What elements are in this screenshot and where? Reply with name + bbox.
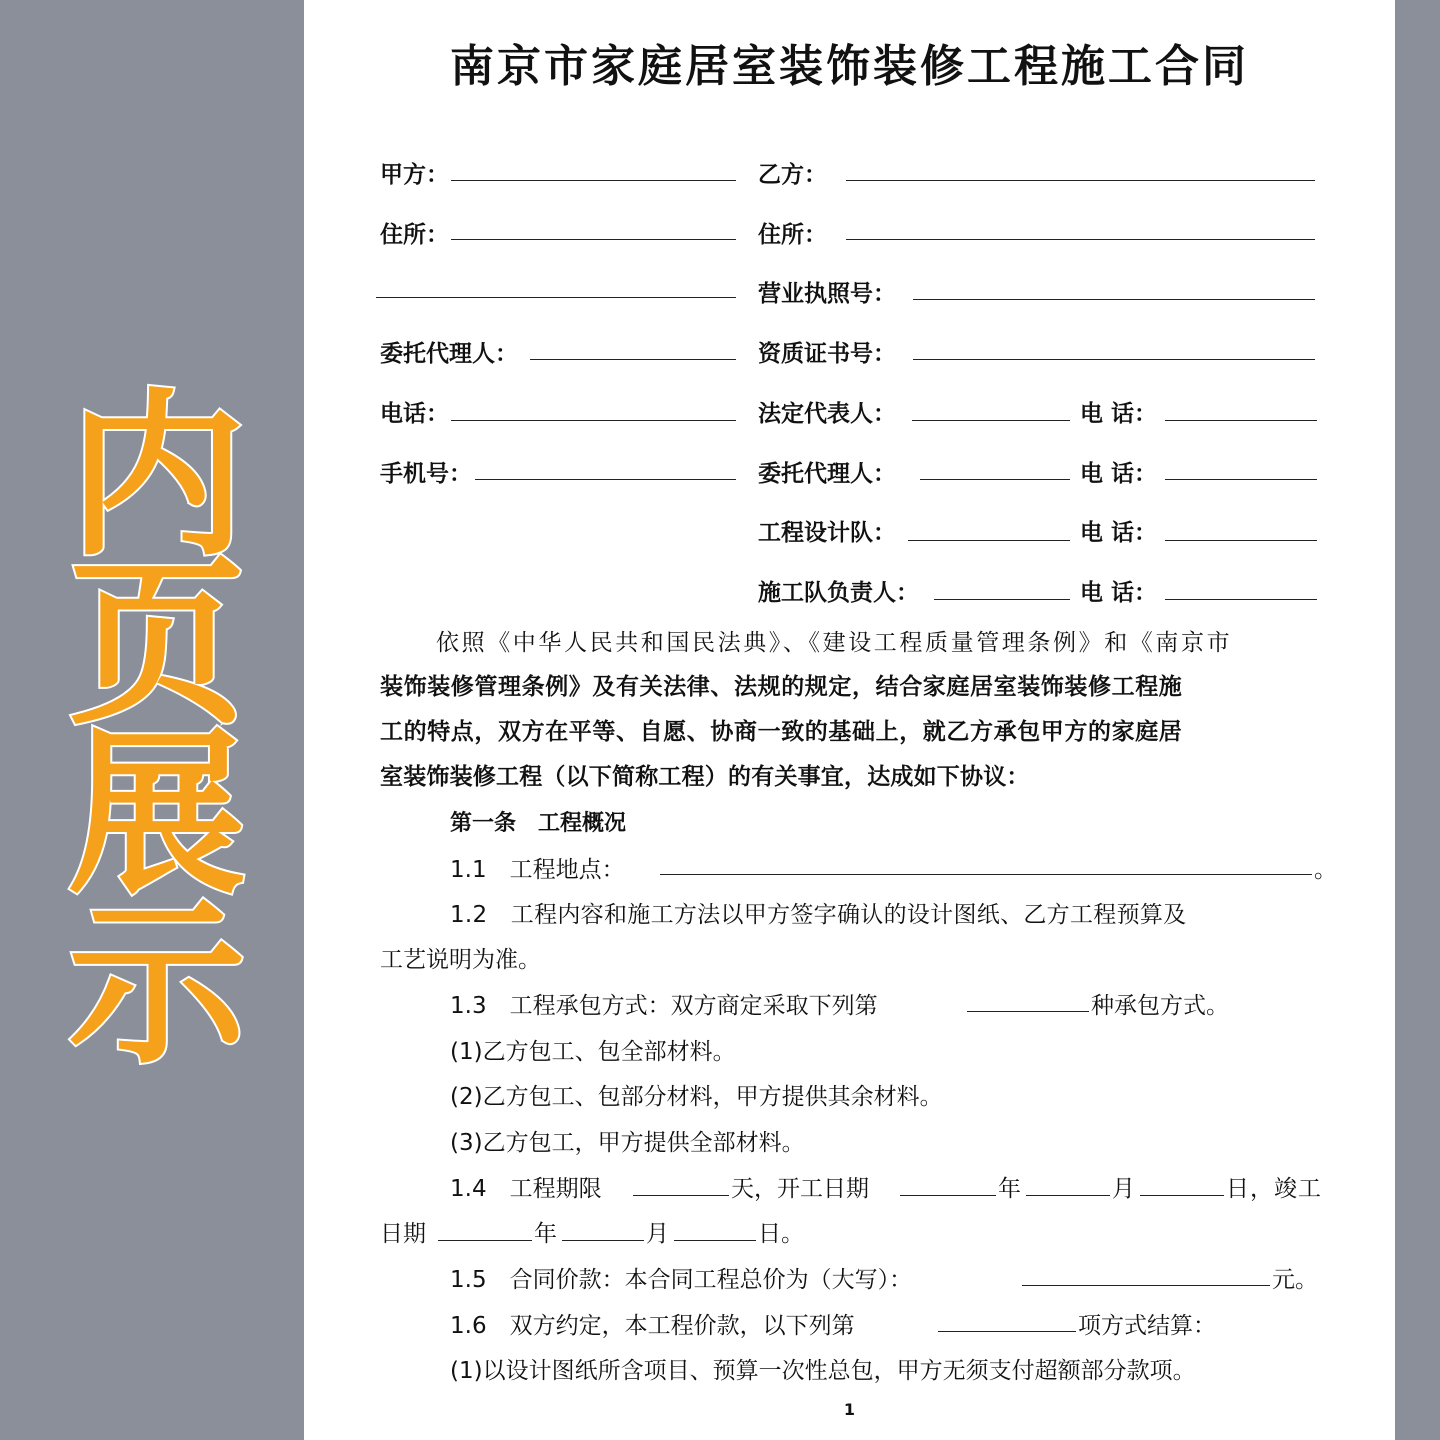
party-b-agent-label: 委托代理人： bbox=[758, 461, 896, 487]
legal-rep-phone-field[interactable] bbox=[1165, 420, 1317, 421]
item-1-6-end: 项方式结算： bbox=[1078, 1313, 1216, 1339]
item-1-4-day2: 日。 bbox=[758, 1221, 804, 1247]
preamble-line-4: 室装饰装修工程（以下简称工程）的有关事宜，达成如下协议： bbox=[380, 764, 1030, 790]
item-1-1-end: 。 bbox=[1314, 857, 1337, 883]
total-price-field[interactable] bbox=[1022, 1285, 1270, 1286]
option-3: (3)乙方包工，甲方提供全部材料。 bbox=[450, 1130, 805, 1156]
option-1: (1)乙方包工、包全部材料。 bbox=[450, 1039, 736, 1065]
design-team-phone-field[interactable] bbox=[1165, 540, 1317, 541]
item-1-4-day: 天，开工日期 bbox=[731, 1176, 869, 1202]
construction-lead-phone-field[interactable] bbox=[1165, 599, 1317, 600]
item-1-5-label: 1.5 合同价款：本合同工程总价为（大写）： bbox=[450, 1267, 913, 1293]
banner-char-2: 页 bbox=[68, 541, 246, 748]
legal-rep-label: 法定代表人： bbox=[758, 401, 896, 427]
page-number: 1 bbox=[843, 1400, 856, 1419]
party-a-address-field-2[interactable] bbox=[376, 297, 736, 298]
party-a-phone-label: 电话： bbox=[380, 401, 449, 427]
party-a-address-label: 住所： bbox=[380, 222, 449, 248]
article-1-heading: 第一条 工程概况 bbox=[450, 811, 627, 836]
party-a-mobile-field[interactable] bbox=[475, 479, 736, 480]
construction-lead-field[interactable] bbox=[934, 599, 1070, 600]
legal-rep-field[interactable] bbox=[912, 420, 1070, 421]
item-1-4-month: 月 bbox=[1112, 1176, 1135, 1202]
start-year-field[interactable] bbox=[900, 1195, 996, 1196]
banner-char-1: 内 bbox=[68, 373, 246, 580]
party-a-mobile-label: 手机号： bbox=[380, 461, 472, 487]
item-1-4-day-end: 日，竣工 bbox=[1226, 1176, 1322, 1202]
party-a-agent-field[interactable] bbox=[530, 359, 736, 360]
item-1-4-month2: 月 bbox=[646, 1221, 669, 1247]
end-month-field[interactable] bbox=[562, 1240, 644, 1241]
document-title: 南京市家庭居室装饰装修工程施工合同 bbox=[450, 41, 1249, 92]
side-banner bbox=[0, 0, 304, 1440]
end-year-field[interactable] bbox=[438, 1240, 532, 1241]
license-field[interactable] bbox=[913, 299, 1315, 300]
party-a-agent-label: 委托代理人： bbox=[380, 341, 518, 367]
construction-lead-phone-label: 电 话： bbox=[1080, 580, 1158, 606]
item-1-5-end: 元。 bbox=[1272, 1267, 1318, 1293]
banner-char-4: 示 bbox=[68, 881, 246, 1088]
preamble-line-3: 工的特点，双方在平等、自愿、协商一致的基础上，就乙方承包甲方的家庭居 bbox=[380, 719, 1183, 745]
item-1-1-label: 1.1 工程地点： bbox=[450, 857, 625, 883]
design-team-phone-label: 电 话： bbox=[1080, 520, 1158, 546]
item-1-4-year2: 年 bbox=[534, 1221, 557, 1247]
party-b-name-field[interactable] bbox=[846, 180, 1315, 181]
item-1-2-line-2: 工艺说明为准。 bbox=[380, 947, 541, 973]
settlement-method-field[interactable] bbox=[938, 1331, 1076, 1332]
design-team-field[interactable] bbox=[908, 540, 1070, 541]
item-1-2-line-1: 1.2 工程内容和施工方法以甲方签字确认的设计图纸、乙方工程预算及 bbox=[450, 902, 1187, 928]
party-b-agent-phone-field[interactable] bbox=[1165, 479, 1317, 480]
party-b-label: 乙方： bbox=[758, 162, 827, 188]
item-1-3-label: 1.3 工程承包方式：双方商定采取下列第 bbox=[450, 993, 878, 1019]
party-a-phone-field[interactable] bbox=[451, 420, 736, 421]
item-1-3-end: 种承包方式。 bbox=[1091, 993, 1229, 1019]
party-b-agent-field[interactable] bbox=[920, 479, 1070, 480]
preamble-line-1: 依照《中华人民共和国民法典》、《建设工程质量管理条例》和《南京市 bbox=[436, 630, 1233, 656]
preamble-line-2: 装饰装修管理条例》及有关法律、法规的规定，结合家庭居室装饰装修工程施 bbox=[380, 674, 1183, 700]
duration-days-field[interactable] bbox=[633, 1195, 729, 1196]
start-day-field[interactable] bbox=[1140, 1195, 1224, 1196]
start-month-field[interactable] bbox=[1026, 1195, 1110, 1196]
license-label: 营业执照号： bbox=[758, 281, 896, 307]
qualification-label: 资质证书号： bbox=[758, 341, 896, 367]
construction-lead-label: 施工队负责人： bbox=[758, 580, 919, 606]
banner-char-3: 展 bbox=[68, 711, 246, 918]
settlement-option-1: (1)以设计图纸所含项目、预算一次性总包，甲方无须支付超额部分款项。 bbox=[450, 1358, 1196, 1384]
party-a-name-field[interactable] bbox=[451, 180, 736, 181]
design-team-label: 工程设计队： bbox=[758, 520, 896, 546]
contract-method-field[interactable] bbox=[967, 1011, 1089, 1012]
item-1-6-label: 1.6 双方约定，本工程价款，以下列第 bbox=[450, 1313, 855, 1339]
party-b-address-label: 住所： bbox=[758, 222, 827, 248]
project-location-field[interactable] bbox=[660, 874, 1312, 875]
contract-page bbox=[304, 0, 1395, 1440]
party-a-label: 甲方： bbox=[380, 162, 449, 188]
item-1-4-line2-start: 日期 bbox=[380, 1221, 426, 1247]
party-b-agent-phone-label: 电 话： bbox=[1080, 461, 1158, 487]
party-b-address-field[interactable] bbox=[846, 239, 1315, 240]
legal-rep-phone-label: 电 话： bbox=[1080, 401, 1158, 427]
end-day-field[interactable] bbox=[674, 1240, 756, 1241]
party-a-address-field[interactable] bbox=[451, 239, 736, 240]
item-1-4-year: 年 bbox=[998, 1176, 1021, 1202]
option-2: (2)乙方包工、包部分材料，甲方提供其余材料。 bbox=[450, 1084, 943, 1110]
item-1-4-label: 1.4 工程期限 bbox=[450, 1176, 602, 1202]
qualification-field[interactable] bbox=[913, 359, 1315, 360]
